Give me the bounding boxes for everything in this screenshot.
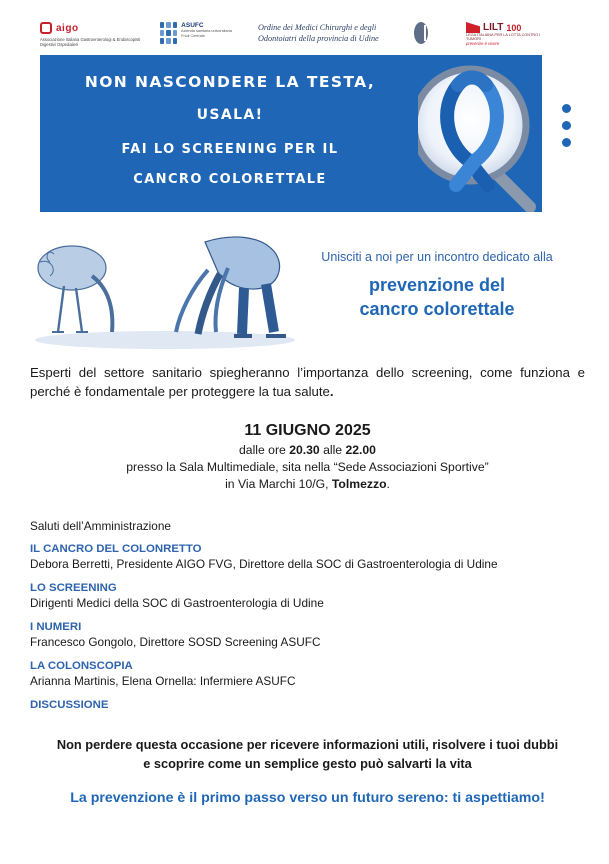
address-suffix: . xyxy=(386,477,390,491)
cta-line-2: e scoprire come un semplice gesto può salvarti la vita xyxy=(143,756,472,771)
time-mid: alle xyxy=(323,443,343,457)
lilt-100-badge: 100 xyxy=(506,22,522,33)
partner-logos xyxy=(0,0,609,60)
aigo-logo xyxy=(40,22,150,47)
dot-icon xyxy=(562,121,571,130)
event-topic xyxy=(295,273,579,321)
aigo-wordmark: aigo xyxy=(56,22,79,34)
dot-icon xyxy=(562,104,571,113)
ostrich-icon xyxy=(38,246,112,332)
aigo-ring-icon xyxy=(40,22,52,34)
asufc-grid-icon xyxy=(160,22,177,44)
program-section-title: IL CANCRO DEL COLONRETTO xyxy=(30,543,202,555)
aigo-subtitle: Associazione Italiana Gastroenterologi & Endoscopisti Digestivi Ospedalieri xyxy=(40,37,141,47)
event-date: 11 GIUGNO 2025 xyxy=(244,422,371,439)
asufc-wordmark: ASUFC xyxy=(181,22,204,29)
lilt-subtitle: LEGA ITALIANA PER LA LOTTA CONTRO I TUMORI xyxy=(466,33,541,41)
intro-text: Esperti del settore sanitario spiegheranno l’importanza dello screening, come funziona e perché è fondamentale per proteggere la tua salute xyxy=(30,365,585,399)
ordine-text: Ordine dei Medici Chirurghi e degli Odontoiatri della provincia di Udine xyxy=(258,23,379,43)
program-section-speaker: Debora Berretti, Presidente AIGO FVG, Direttore della SOC di Gastroenterologia di Udine xyxy=(30,557,498,571)
banner-headline-1: NON NASCONDERE LA TESTA, xyxy=(84,73,376,91)
ordine-logo xyxy=(258,22,428,44)
time-start: 20.30 xyxy=(289,443,320,457)
asufc-mark xyxy=(160,22,240,44)
topic-line-1: prevenzione del xyxy=(368,275,506,295)
program-section-speaker: Dirigenti Medici della SOC di Gastroenterologia di Udine xyxy=(30,596,324,610)
asufc-subtitle: Azienda sanitaria universitaria Friuli Centrale xyxy=(181,29,232,38)
program-section-title: I NUMERI xyxy=(30,621,82,633)
intro-paragraph xyxy=(30,363,585,401)
closing-message: La prevenzione è il primo passo verso un futuro sereno: ti aspettiamo! xyxy=(70,790,545,806)
lilt-mark xyxy=(466,22,541,33)
program-section-speaker: Francesco Gongolo, Direttore SOSD Screening ASUFC xyxy=(30,635,321,649)
banner-headline-2: USALA! xyxy=(196,107,264,123)
call-to-action xyxy=(30,735,585,773)
asufc-logo xyxy=(160,22,240,44)
address-town: Tolmezzo xyxy=(331,477,387,491)
head-in-sand-illustration xyxy=(30,228,295,358)
lilt-flag-icon xyxy=(466,22,480,33)
event-program xyxy=(30,519,585,713)
event-venue: presso la Sala Multimediale, sita nella “Sede Associazioni Sportive” xyxy=(126,460,489,474)
banner-headline-4: CANCRO COLORETTALE xyxy=(133,172,327,187)
lilt-logo xyxy=(466,22,541,46)
person-icon xyxy=(176,237,286,336)
banner-headline-3: FAI LO SCREENING PER IL xyxy=(121,142,339,157)
invite-text: Unisciti a noi per un incontro dedicato alla xyxy=(321,250,553,264)
time-end: 22.00 xyxy=(345,443,376,457)
address-prefix: in Via Marchi 10/G, xyxy=(225,477,329,491)
program-section-title: LA COLONSCOPIA xyxy=(30,660,133,672)
time-prefix: dalle ore xyxy=(239,443,286,457)
aigo-mark xyxy=(40,22,150,34)
program-section-title: LO SCREENING xyxy=(30,582,117,594)
cta-line-1: Non perdere questa occasione per ricevere informazioni utili, risolvere i tuoi dubbi xyxy=(56,737,559,752)
campaign-banner xyxy=(40,55,542,212)
ribbon-magnifier-icon xyxy=(418,55,542,212)
lilt-wordmark: LILT xyxy=(483,22,504,33)
event-address xyxy=(30,476,585,493)
program-section-title: DISCUSSIONE xyxy=(30,699,109,711)
topic-line-2: cancro colorettale xyxy=(359,299,515,319)
program-section-speaker: Arianna Martinis, Elena Ornella: Infermiere ASUFC xyxy=(30,674,296,688)
event-time xyxy=(30,442,585,459)
decorative-dots xyxy=(562,104,571,155)
dot-icon xyxy=(562,138,571,147)
lilt-motto: prevenire è vivere xyxy=(466,41,500,46)
event-details xyxy=(30,420,585,493)
program-opening: Saluti dell’Amministrazione xyxy=(30,519,171,533)
intro-end: . xyxy=(329,384,334,399)
caduceus-icon xyxy=(414,22,428,44)
